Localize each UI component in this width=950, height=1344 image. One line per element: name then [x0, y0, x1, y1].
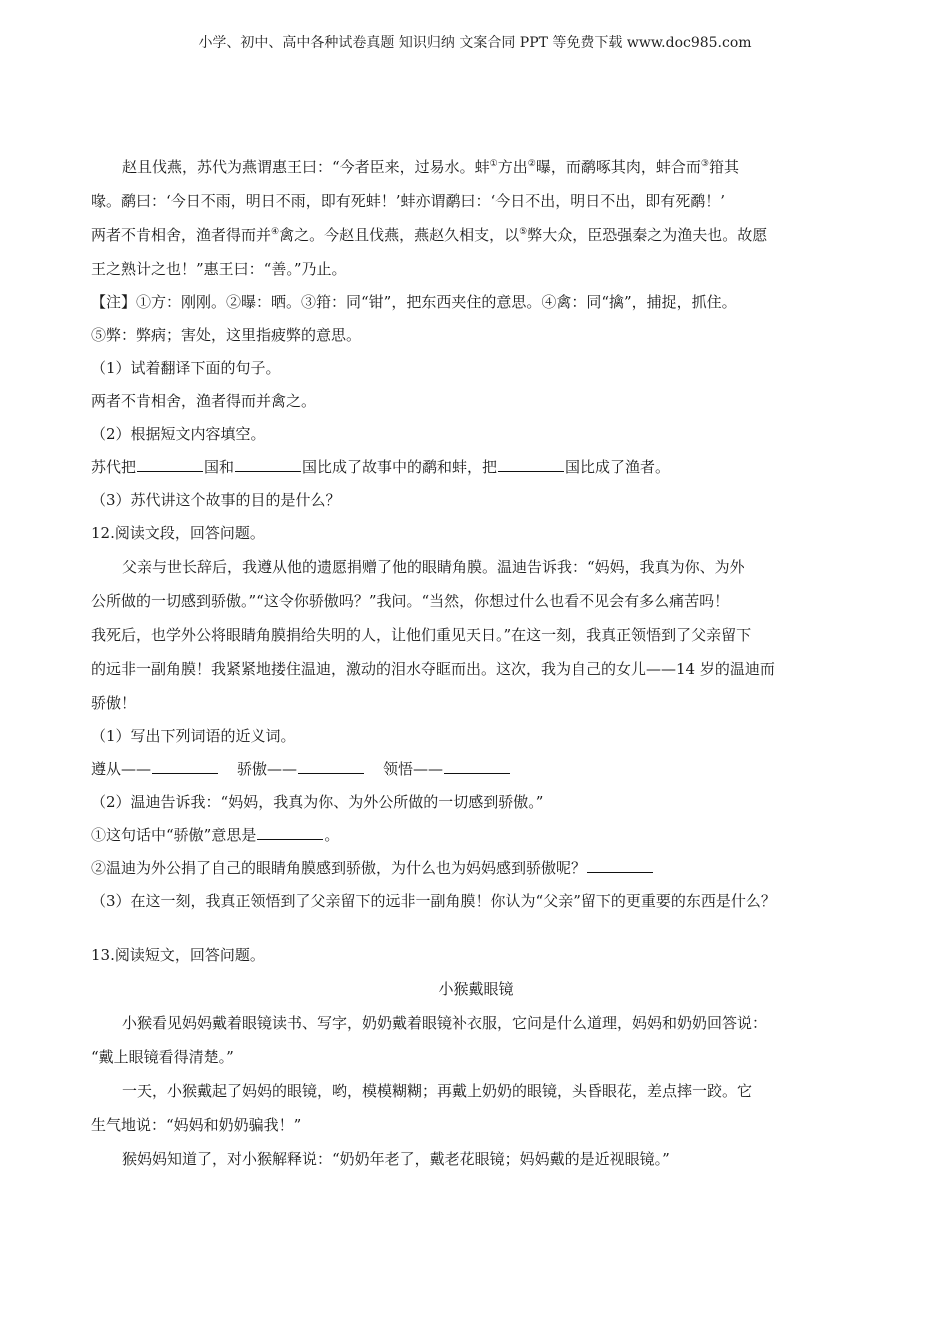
answer-blank-3[interactable]: [498, 453, 564, 472]
story-line-5: 猴妈妈知道了，对小猴解释说：“奶奶年老了，戴老花眼镜；妈妈戴的是近视眼镜。”: [122, 1150, 670, 1168]
question-12-2: （2）温迪告诉我：“妈妈，我真为你、为外公所做的一切感到骄傲。”: [91, 793, 544, 811]
answer-blank-2[interactable]: [235, 453, 301, 472]
passage-11-line-3: 两者不肯相舍，渔者得而并④禽之。今赵且伐燕，燕赵久相支，以⑤弊大众，臣恐强秦之为渔夫也。故愿: [91, 226, 768, 244]
passage-12-line-4: 的远非一副角膜！我紧紧地搂住温迪，激动的泪水夺眶而出。这次，我为自己的女儿——14 岁的温迪而: [91, 660, 775, 678]
question-11-1: （1）试着翻译下面的句子。: [91, 359, 281, 377]
question-12-2-i: ①这句话中“骄傲”意思是 。: [91, 819, 861, 852]
question-12-title: 12.阅读文段，回答问题。: [91, 524, 265, 542]
story-line-1: 小猴看见妈妈戴着眼镜读书、写字，奶奶戴着眼镜补衣服，它问是什么道理，妈妈和奶奶回答说：: [122, 1014, 768, 1032]
question-11-3: （3）苏代讲这个故事的目的是什么？: [91, 491, 341, 509]
story-line-4: 生气地说：“妈妈和奶奶骗我！”: [91, 1116, 302, 1134]
meaning-blank[interactable]: [257, 821, 323, 840]
passage-11-line-2: 喙。鹬曰：‘今日不雨，明日不雨，即有死蚌！’蚌亦谓鹬曰：‘今日不出，明日不出，即有死鹬！’: [91, 192, 726, 210]
passage-11-line-4: 王之熟计之也！”惠王曰：“善。”乃止。: [91, 260, 347, 278]
question-11-2: （2）根据短文内容填空。: [91, 425, 266, 443]
question-11-1-sentence: 两者不肯相舍，渔者得而并禽之。: [91, 392, 317, 410]
passage-12-line-1: 父亲与世长辞后，我遵从他的遗愿捐赠了他的眼睛角膜。温迪告诉我：“妈妈，我真为你、为外: [122, 558, 745, 576]
question-12-1: （1）写出下列词语的近义词。: [91, 727, 296, 745]
passage-11-line-1: 赵且伐燕，苏代为燕谓惠王曰：“今者臣来，过易水。蚌①方出②曝，而鹬啄其肉，蚌合而③箝其: [122, 158, 739, 176]
synonym-blank-1[interactable]: [152, 755, 218, 774]
passage-12-line-3: 我死后，也学外公将眼睛角膜捐给失明的人，让他们重见天日。”在这一刻，我真正领悟到了父亲留下: [91, 626, 752, 644]
question-13-title: 13.阅读短文，回答问题。: [91, 946, 265, 964]
notes-line-2: ⑤弊：弊病；害处，这里指疲弊的意思。: [91, 326, 362, 344]
question-12-3: （3）在这一刻，我真正领悟到了父亲留下的远非一副角膜！你认为“父亲”留下的更重要的东西是什么？: [91, 892, 776, 910]
question-12-1-words: 遵从—— 骄傲—— 领悟——: [91, 753, 861, 786]
story-title: 小猴戴眼镜: [438, 980, 514, 998]
answer-blank-1[interactable]: [137, 453, 203, 472]
reason-blank[interactable]: [587, 854, 653, 873]
story-line-2: “戴上眼镜看得清楚。”: [91, 1048, 234, 1066]
passage-12-line-2: 公所做的一切感到骄傲。”“这令你骄傲吗？”我问。“当然，你想过什么也看不见会有多么痛苦吗！: [91, 592, 730, 610]
page-header: 小学、初中、高中各种试卷真题 知识归纳 文案合同 PPT 等免费下载 www.doc985.com: [198, 35, 752, 51]
notes-line-1: 【注】①方：刚刚。②曝：晒。③箝：同“钳”，把东西夹住的意思。④禽：同“擒”，捕捉，抓住。: [91, 293, 737, 311]
synonym-blank-3[interactable]: [444, 755, 510, 774]
passage-12-line-5: 骄傲！: [91, 694, 137, 712]
document-body: [91, 150, 861, 1176]
question-12-2-ii: ②温迪为外公捐了自己的眼睛角膜感到骄傲，为什么也为妈妈感到骄傲呢？: [91, 852, 861, 885]
synonym-blank-2[interactable]: [298, 755, 364, 774]
question-11-2-fill: 苏代把 国和 国比成了故事中的鹬和蚌，把 国比成了渔者。: [91, 451, 861, 484]
story-line-3: 一天，小猴戴起了妈妈的眼镜，哟，模模糊糊；再戴上奶奶的眼镜，头昏眼花，差点摔一跤。它: [122, 1082, 753, 1100]
